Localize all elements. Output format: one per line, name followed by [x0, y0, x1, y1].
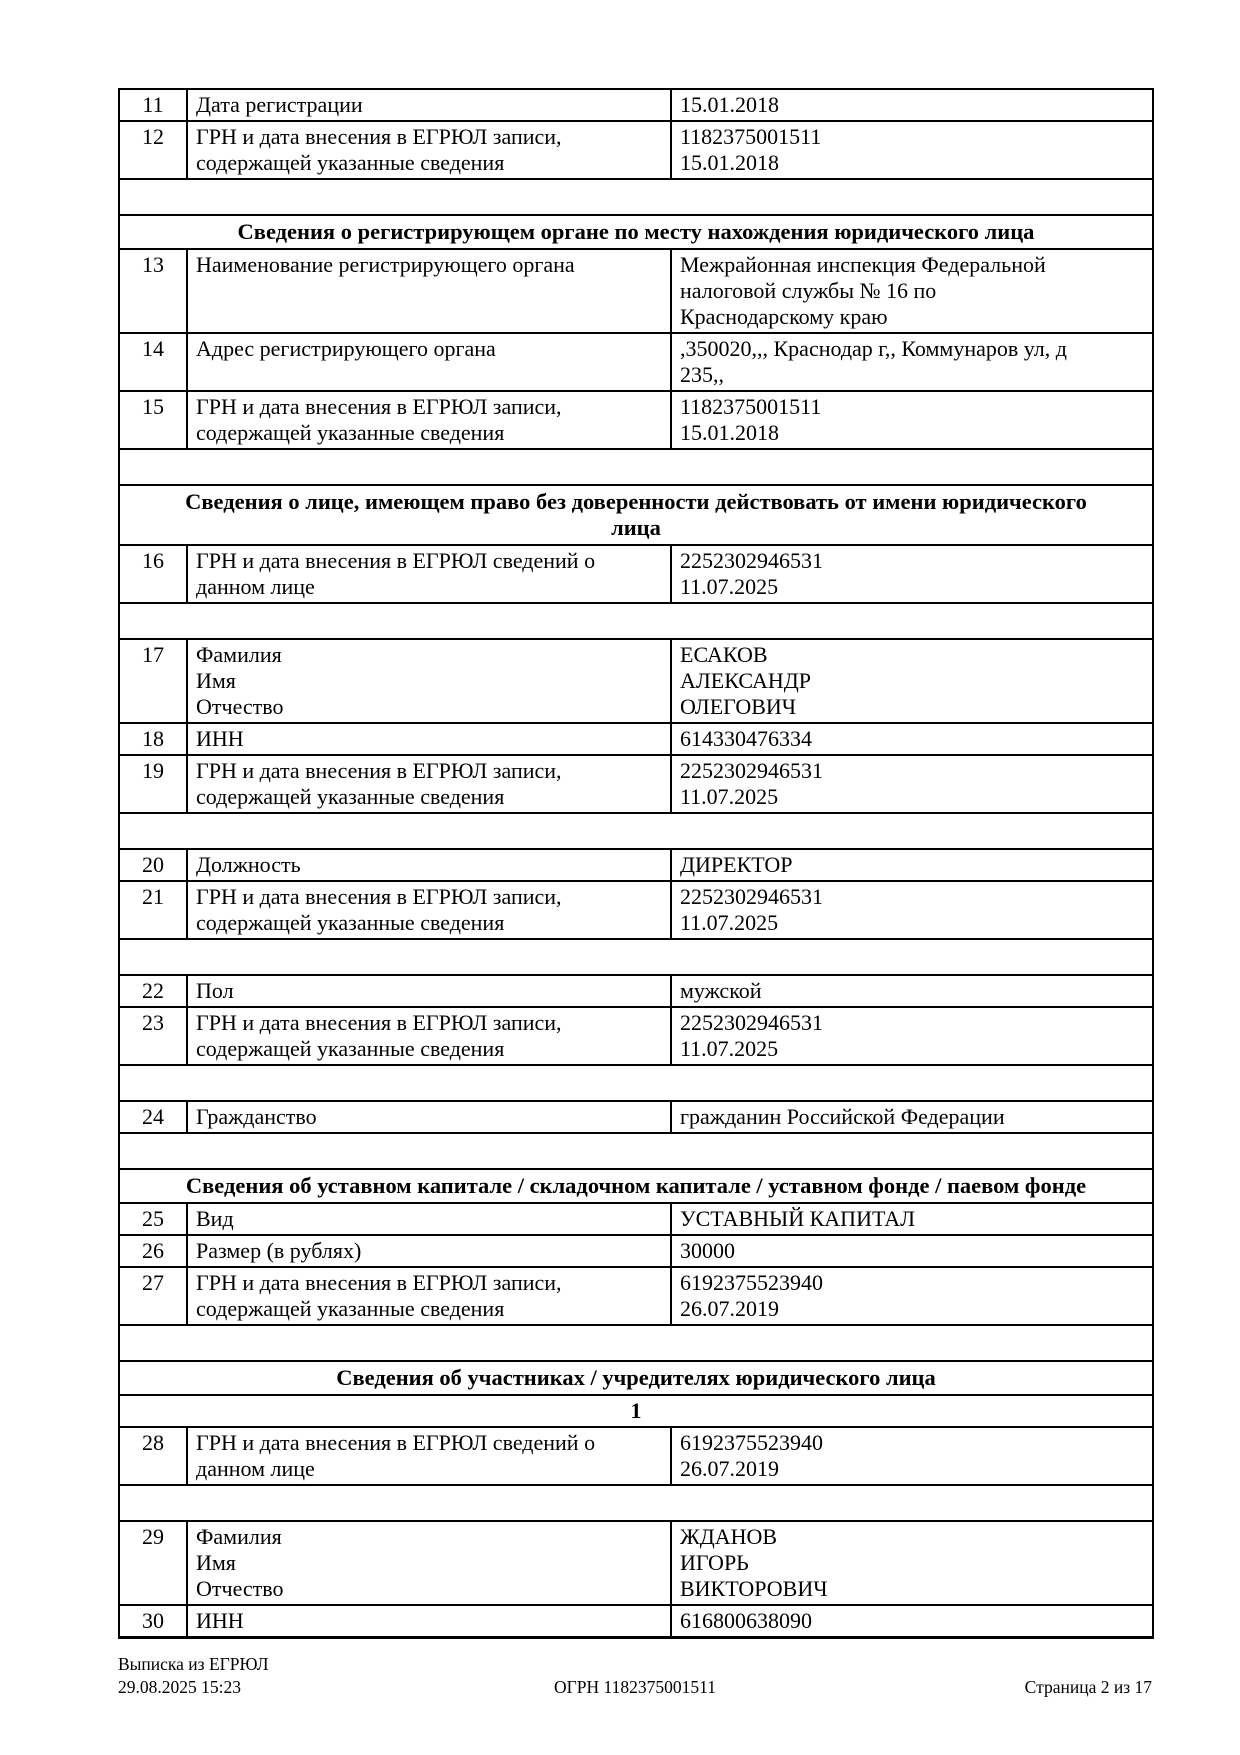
field-label-cell: ГРН и дата внесения в ЕГРЮЛ записи, содержащей указанные сведения [187, 881, 671, 939]
row-number: 26 [119, 1235, 187, 1267]
field-label-cell: Размер (в рублях) [187, 1235, 671, 1267]
row-number: 24 [119, 1101, 187, 1133]
section-title: Сведения о регистрирующем органе по месту нахождения юридического лица [119, 215, 1153, 249]
spacer-cell [119, 1133, 1153, 1169]
field-label-cell: ГРН и дата внесения в ЕГРЮЛ записи, содержащей указанные сведения [187, 1267, 671, 1325]
table-row [119, 249, 1153, 333]
footer [118, 1653, 1152, 1699]
field-label-cell: Должность [187, 849, 671, 881]
egrul-extract-table-body [119, 89, 1153, 1638]
row-number: 22 [119, 975, 187, 1007]
field-label-cell: Пол [187, 975, 671, 1007]
section-title: Сведения о лице, имеющем право без доверенности действовать от имени юридического лица [119, 485, 1153, 545]
table-row [119, 639, 1153, 723]
table-row [119, 391, 1153, 449]
table-row [119, 121, 1153, 179]
field-value-cell: 614330476334 [671, 723, 1153, 755]
table-row [119, 89, 1153, 121]
participant-number-row [119, 1395, 1153, 1427]
field-label-cell: ГРН и дата внесения в ЕГРЮЛ сведений о данном лице [187, 1427, 671, 1485]
row-number: 11 [119, 89, 187, 121]
field-value-cell: 2252302946531 11.07.2025 [671, 1007, 1153, 1065]
spacer-cell [119, 1065, 1153, 1101]
spacer-cell [119, 449, 1153, 485]
table-row [119, 881, 1153, 939]
spacer-cell [119, 179, 1153, 215]
spacer-row [119, 939, 1153, 975]
row-number: 19 [119, 755, 187, 813]
field-label-cell: ГРН и дата внесения в ЕГРЮЛ сведений о данном лице [187, 545, 671, 603]
participant-number: 1 [119, 1395, 1153, 1427]
field-value-cell: ЖДАНОВ ИГОРЬ ВИКТОРОВИЧ [671, 1521, 1153, 1605]
field-value-cell: 2252302946531 11.07.2025 [671, 881, 1153, 939]
row-number: 27 [119, 1267, 187, 1325]
section-title: Сведения об уставном капитале / складочном капитале / уставном фонде / паевом фонде [119, 1169, 1153, 1203]
field-value-cell: 616800638090 [671, 1605, 1153, 1638]
table-row [119, 1203, 1153, 1235]
field-label-cell: ИНН [187, 723, 671, 755]
section-title: Сведения об участниках / учредителях юридического лица [119, 1361, 1153, 1395]
row-number: 20 [119, 849, 187, 881]
field-label-cell: Фамилия Имя Отчество [187, 639, 671, 723]
field-value-cell: УСТАВНЫЙ КАПИТАЛ [671, 1203, 1153, 1235]
spacer-cell [119, 1485, 1153, 1521]
spacer-row [119, 1485, 1153, 1521]
spacer-row [119, 1133, 1153, 1169]
row-number: 21 [119, 881, 187, 939]
field-label-cell: Гражданство [187, 1101, 671, 1133]
spacer-row [119, 179, 1153, 215]
footer-line [118, 1676, 1152, 1699]
spacer-cell [119, 1325, 1153, 1361]
row-number: 17 [119, 639, 187, 723]
row-number: 28 [119, 1427, 187, 1485]
row-number: 25 [119, 1203, 187, 1235]
field-label-cell: ГРН и дата внесения в ЕГРЮЛ записи, содержащей указанные сведения [187, 755, 671, 813]
spacer-cell [119, 603, 1153, 639]
spacer-cell [119, 813, 1153, 849]
spacer-row [119, 1065, 1153, 1101]
field-value-cell: 2252302946531 11.07.2025 [671, 545, 1153, 603]
spacer-row [119, 603, 1153, 639]
table-row [119, 1605, 1153, 1638]
field-value-cell: Межрайонная инспекция Федеральной налоговой службы № 16 по Краснодарскому краю [671, 249, 1153, 333]
row-number: 29 [119, 1521, 187, 1605]
table-row [119, 1235, 1153, 1267]
table-row [119, 755, 1153, 813]
field-value-cell: 6192375523940 26.07.2019 [671, 1267, 1153, 1325]
field-value-cell: ,350020,,, Краснодар г,, Коммунаров ул, д 235,, [671, 333, 1153, 391]
field-value-cell: ДИРЕКТОР [671, 849, 1153, 881]
row-number: 15 [119, 391, 187, 449]
field-value-cell: гражданин Российской Федерации [671, 1101, 1153, 1133]
table-row [119, 1101, 1153, 1133]
table-row [119, 1007, 1153, 1065]
field-value-cell: 2252302946531 11.07.2025 [671, 755, 1153, 813]
footer-generated-at: 29.08.2025 15:23 [118, 1677, 241, 1697]
footer-page-info: Страница 2 из 17 [1024, 1677, 1152, 1697]
spacer-cell [119, 939, 1153, 975]
spacer-row [119, 1325, 1153, 1361]
footer-doc-type: Выписка из ЕГРЮЛ [118, 1654, 269, 1674]
field-value-cell: 1182375001511 15.01.2018 [671, 121, 1153, 179]
table-row [119, 849, 1153, 881]
table-row [119, 1427, 1153, 1485]
field-value-cell: 6192375523940 26.07.2019 [671, 1427, 1153, 1485]
row-number: 16 [119, 545, 187, 603]
field-label-cell: ГРН и дата внесения в ЕГРЮЛ записи, содержащей указанные сведения [187, 1007, 671, 1065]
field-label-cell: ГРН и дата внесения в ЕГРЮЛ записи, содержащей указанные сведения [187, 391, 671, 449]
section-header-row [119, 1361, 1153, 1395]
field-value-cell: 1182375001511 15.01.2018 [671, 391, 1153, 449]
row-number: 18 [119, 723, 187, 755]
spacer-row [119, 449, 1153, 485]
table-row [119, 1267, 1153, 1325]
field-label-cell: ИНН [187, 1605, 671, 1638]
footer-ogrn: ОГРН 1182375001511 [554, 1677, 716, 1697]
section-header-row [119, 485, 1153, 545]
field-value-cell: 30000 [671, 1235, 1153, 1267]
section-header-row [119, 1169, 1153, 1203]
table-row [119, 723, 1153, 755]
field-value-cell: мужской [671, 975, 1153, 1007]
row-number: 30 [119, 1605, 187, 1638]
table-row [119, 1521, 1153, 1605]
table-row [119, 975, 1153, 1007]
field-label-cell: ГРН и дата внесения в ЕГРЮЛ записи, содержащей указанные сведения [187, 121, 671, 179]
table-row [119, 545, 1153, 603]
field-label-cell: Адрес регистрирующего органа [187, 333, 671, 391]
spacer-row [119, 813, 1153, 849]
field-label-cell: Дата регистрации [187, 89, 671, 121]
field-label-cell: Фамилия Имя Отчество [187, 1521, 671, 1605]
row-number: 13 [119, 249, 187, 333]
field-value-cell: 15.01.2018 [671, 89, 1153, 121]
egrul-extract-table [118, 88, 1154, 1639]
row-number: 14 [119, 333, 187, 391]
row-number: 12 [119, 121, 187, 179]
section-header-row [119, 215, 1153, 249]
table-row [119, 333, 1153, 391]
row-number: 23 [119, 1007, 187, 1065]
field-label-cell: Вид [187, 1203, 671, 1235]
field-label-cell: Наименование регистрирующего органа [187, 249, 671, 333]
field-value-cell: ЕСАКОВ АЛЕКСАНДР ОЛЕГОВИЧ [671, 639, 1153, 723]
